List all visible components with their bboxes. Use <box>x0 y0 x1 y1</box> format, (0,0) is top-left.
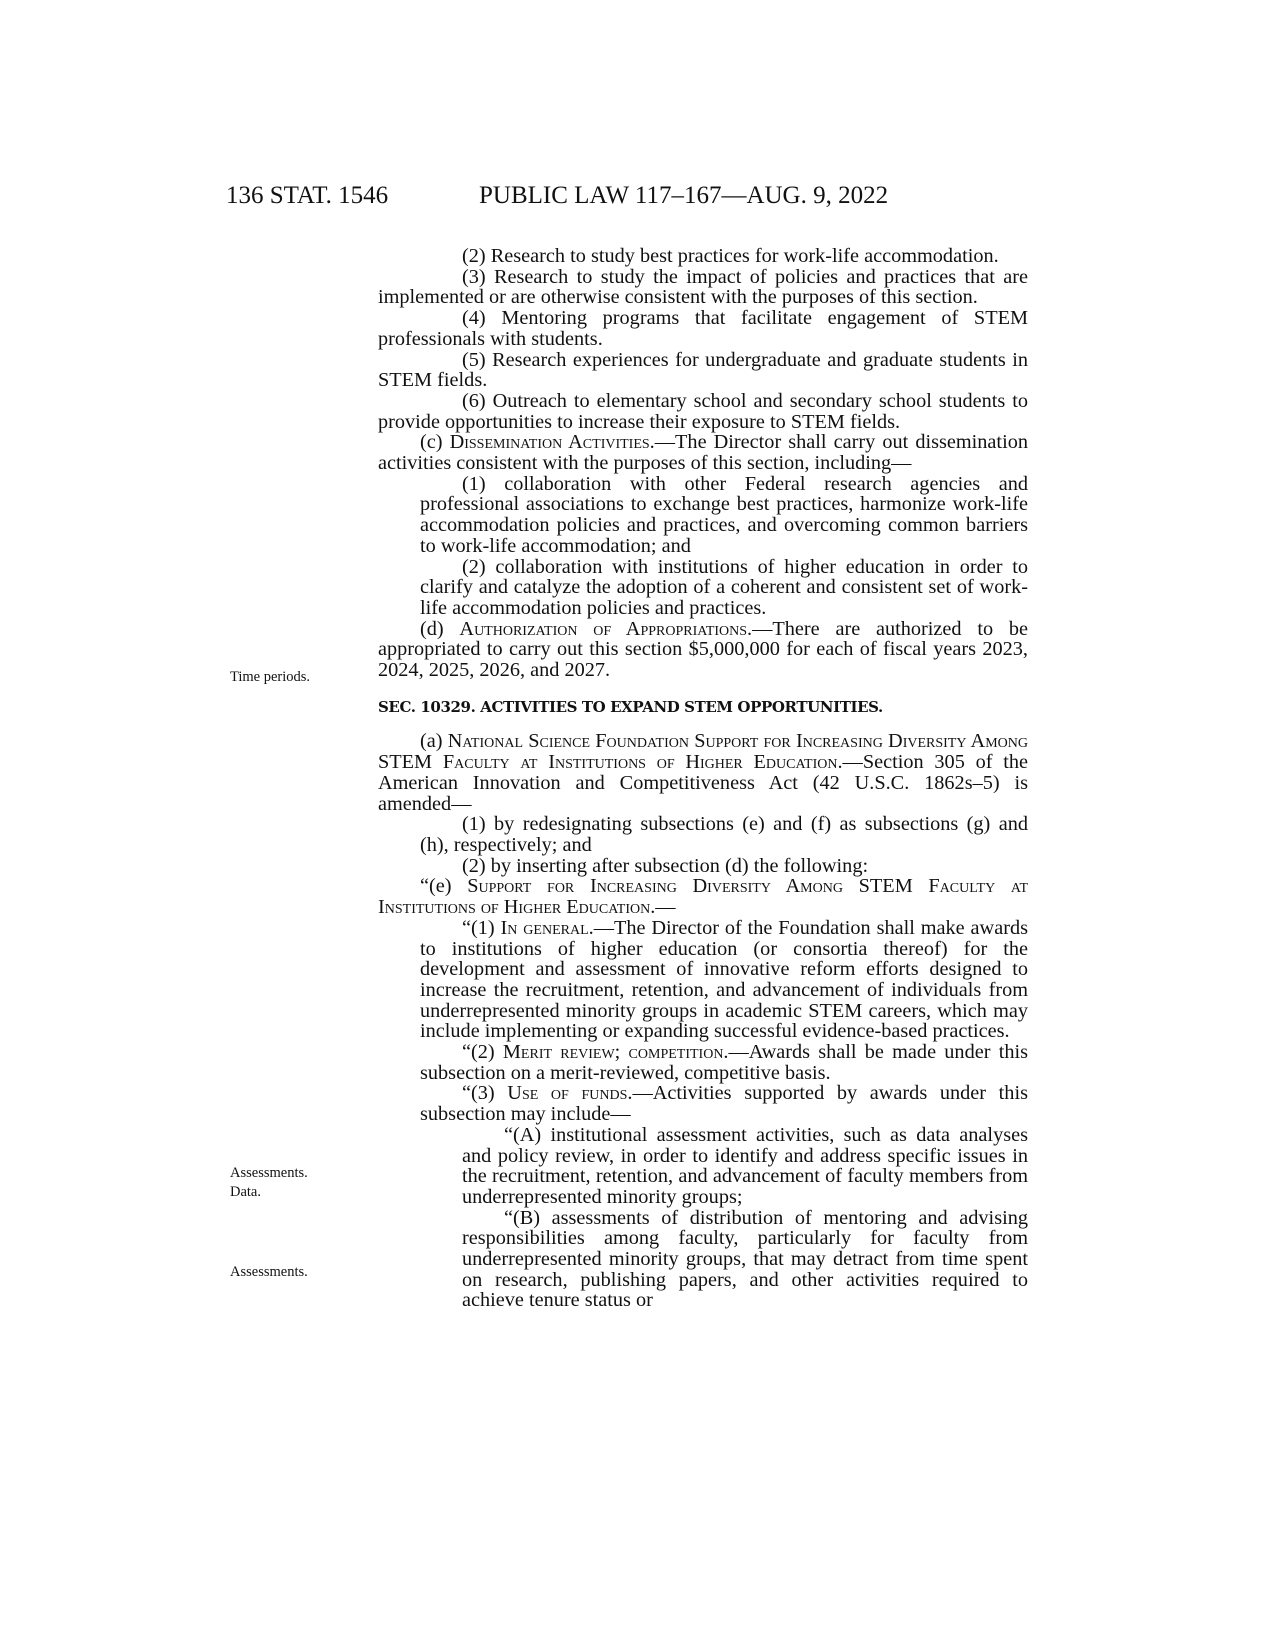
e3-heading: Use of funds. <box>507 1082 633 1105</box>
subsection-e-text: — <box>655 896 676 919</box>
margin-note-assessments-label: Assessments. <box>230 1165 308 1181</box>
subsection-d-text: —There are authorized to be appropriated to carry out this section $5,000,000 for each of fiscal years 2023, 2024, 2025, 2026, and 2027. <box>378 617 1029 682</box>
subsection-c-text: —The Director shall carry out dissemination activities consistent with the purposes of this section, including— <box>378 431 1028 475</box>
paragraph-c1: (1) collaboration with other Federal research agencies and professional associations to exchange best practices, harmonize work-life accommodation policies and practices, and overcoming common barriers to work-life accommodation; and <box>420 472 1028 557</box>
margin-note-assessments-2: Assessments. <box>230 1264 308 1280</box>
margin-note-data-label: Data. <box>230 1184 261 1200</box>
e1-heading: In general. <box>500 916 594 939</box>
paragraph-b2: (2) Research to study best practices for work-life accommodation. <box>462 245 999 267</box>
e2-prefix: “(2) <box>462 1041 503 1064</box>
paragraph-b6: (6) Outreach to elementary school and secondary school students to provide opportunities to increase their exposure to STEM fields. <box>378 389 1028 433</box>
subsection-a-heading: National Science Foundation Support for Increasing Diversity Among STEM Faculty at Institutions of Higher Education. <box>378 730 1028 774</box>
e2-text: —Awards shall be made under this subsection on a merit-reviewed, competitive basis. <box>420 1041 1029 1084</box>
quoted-paragraph-e2 <box>420 1042 1028 1083</box>
quoted-subparagraph-a: “(A) institutional assessment activities, such as data analyses and policy review, in order to identify and address specific issues in the recruitment, retention, and advancement of faculty members from underrepresented minority groups; <box>462 1123 1028 1208</box>
quoted-subsection-e <box>378 876 1028 917</box>
subsection-a-prefix: (a) <box>420 730 448 753</box>
subsection-e-prefix: “(e) <box>420 875 468 898</box>
paragraph-a2: (2) by inserting after subsection (d) the following: <box>462 854 869 877</box>
document-body <box>378 246 1028 1311</box>
subsection-e-heading: Support for Increasing Diversity Among STEM Faculty at Institutions of Higher Education. <box>378 875 1028 919</box>
e1-text: —The Director of the Foundation shall make awards to institutions of higher education (or consortia thereof) for the development and assessment of innovative reform efforts designed to increase the recruitment, retention, and advancement of individuals from underrepresented minority groups in academic STEM careers, which may include implementing or expanding successful evidence-based practices. <box>420 916 1028 1043</box>
subsection-a <box>378 731 1028 814</box>
quoted-paragraph-e1 <box>420 918 1028 1042</box>
law-title: PUBLIC LAW 117–167—AUG. 9, 2022 <box>479 182 889 209</box>
section-heading: SEC. 10329. ACTIVITIES TO EXPAND STEM OPPORTUNITIES. <box>378 697 883 716</box>
subsection-c-prefix: (c) <box>420 431 450 454</box>
quoted-subparagraph-b: “(B) assessments of distribution of mentoring and advising responsibilities among faculty, particularly for faculty from underrepresented minority groups, that may detract from time spent on research, publishing papers, and other activities required to achieve tenure status or <box>462 1206 1028 1312</box>
subsection-d <box>378 619 1028 681</box>
margin-note-time-periods: Time periods. <box>230 669 311 685</box>
e2-heading: Merit review; competition. <box>502 1041 729 1064</box>
paragraph-c2: (2) collaboration with institutions of higher education in order to clarify and catalyze the adoption of a coherent and consistent set of work-life accommodation policies and practices. <box>420 555 1028 619</box>
margin-note-assessments <box>230 1164 308 1202</box>
subsection-a-text: —Section 305 of the American Innovation and Competitiveness Act (42 U.S.C. 1862s–5) is amended— <box>378 751 1029 815</box>
subsection-d-prefix: (d) <box>420 617 460 640</box>
paragraph-b3: (3) Research to study the impact of policies and practices that are implemented or are otherwise consistent with the purposes of this section. <box>378 265 1028 309</box>
paragraph-b5: (5) Research experiences for undergraduate and graduate students in STEM fields. <box>378 348 1028 392</box>
quoted-paragraph-e3 <box>420 1083 1028 1124</box>
paragraph-a1: (1) by redesignating subsections (e) and (f) as subsections (g) and (h), respectively; and <box>420 813 1028 856</box>
e1-prefix: “(1) <box>462 916 501 939</box>
subsection-c <box>378 432 1028 473</box>
subsection-d-heading: Authorization of Appropriations. <box>459 617 753 640</box>
subsection-c-heading: Dissemination Activities. <box>449 431 655 454</box>
page-number: 136 STAT. 1546 <box>226 182 389 209</box>
e3-text: —Activities supported by awards under this subsection may include— <box>420 1082 1028 1126</box>
e3-prefix: “(3) <box>462 1082 508 1105</box>
paragraph-b4: (4) Mentoring programs that facilitate engagement of STEM professionals with students. <box>378 307 1028 350</box>
